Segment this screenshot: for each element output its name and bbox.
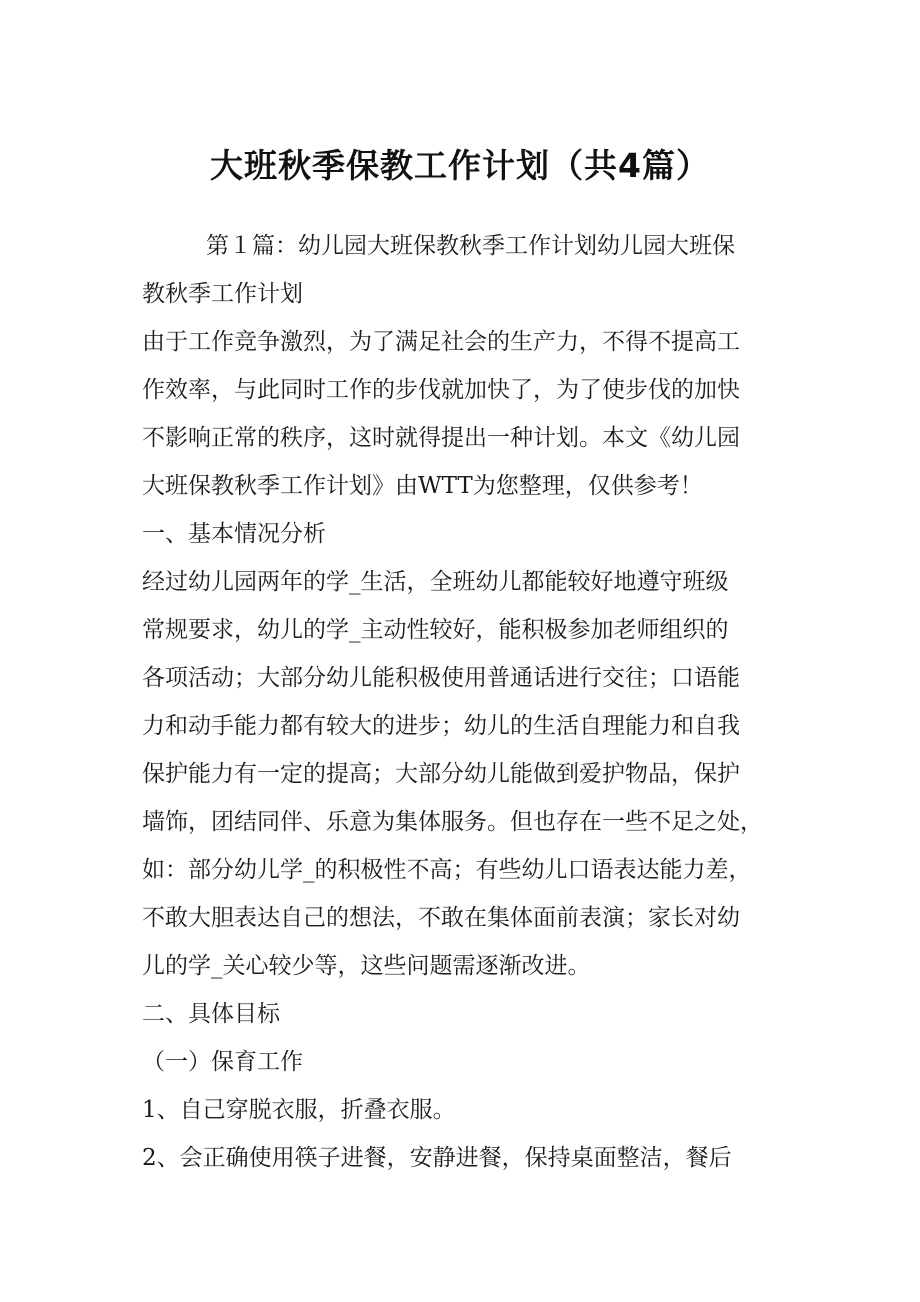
document-title: 大班秋季保教工作计划（共4篇） [210, 146, 710, 185]
intro-paragraph [142, 318, 782, 510]
section-heading [142, 510, 782, 558]
document-body [142, 222, 782, 1182]
text-line: 各项活动；大部分幼儿能积极使用普通话进行交往；口语能 [142, 665, 740, 691]
text-line: 儿的学_关心较少等，这些问题需逐渐改进。 [142, 953, 591, 979]
text-line: 作效率，与此同时工作的步伐就加快了，为了使步伐的加快 [142, 377, 740, 403]
text-line: 力和动手能力都有较大的进步；幼儿的生活自理能力和自我 [142, 713, 740, 739]
subsection-heading [142, 1038, 782, 1086]
article-heading [142, 222, 782, 318]
list-item [142, 1086, 782, 1134]
text-line: 一、基本情况分析 [142, 521, 326, 547]
text-line: 第１篇：幼儿园大班保教秋季工作计划幼儿园大班保 [206, 233, 735, 259]
text-line: 不敢大胆表达自己的想法，不敢在集体面前表演；家长对幼 [142, 905, 740, 931]
text-line: 常规要求，幼儿的学_主动性较好，能积极参加老师组织的 [142, 617, 729, 643]
text-line: 二、具体目标 [142, 1001, 280, 1027]
text-line: 教秋季工作计划 [142, 281, 303, 307]
text-line: 不影响正常的秩序，这时就得提出一种计划。本文《幼儿园 [142, 425, 740, 451]
text-line: 保护能力有一定的提高；大部分幼儿能做到爱护物品，保护 [142, 761, 740, 787]
text-line: 2、会正确使用筷子进餐，安静进餐，保持桌面整洁，餐后 [142, 1145, 732, 1171]
text-line: 由于工作竞争激烈，为了满足社会的生产力，不得不提高工 [142, 329, 740, 355]
analysis-paragraph [142, 558, 782, 990]
section-heading [142, 990, 782, 1038]
text-line: 如：部分幼儿学_的积极性不高；有些幼儿口语表达能力差， [142, 857, 752, 883]
text-line: 经过幼儿园两年的学_生活，全班幼儿都能较好地遵守班级 [142, 569, 729, 595]
text-line: 1、自己穿脱衣服，折叠衣服。 [142, 1097, 456, 1123]
text-line: 墙饰，团结同伴、乐意为集体服务。但也存在一些不足之处， [142, 809, 763, 835]
text-line: （一）保育工作 [142, 1049, 303, 1075]
list-item [142, 1134, 782, 1182]
text-line: 大班保教秋季工作计划》由WTT为您整理，仅供参考！ [142, 473, 703, 499]
